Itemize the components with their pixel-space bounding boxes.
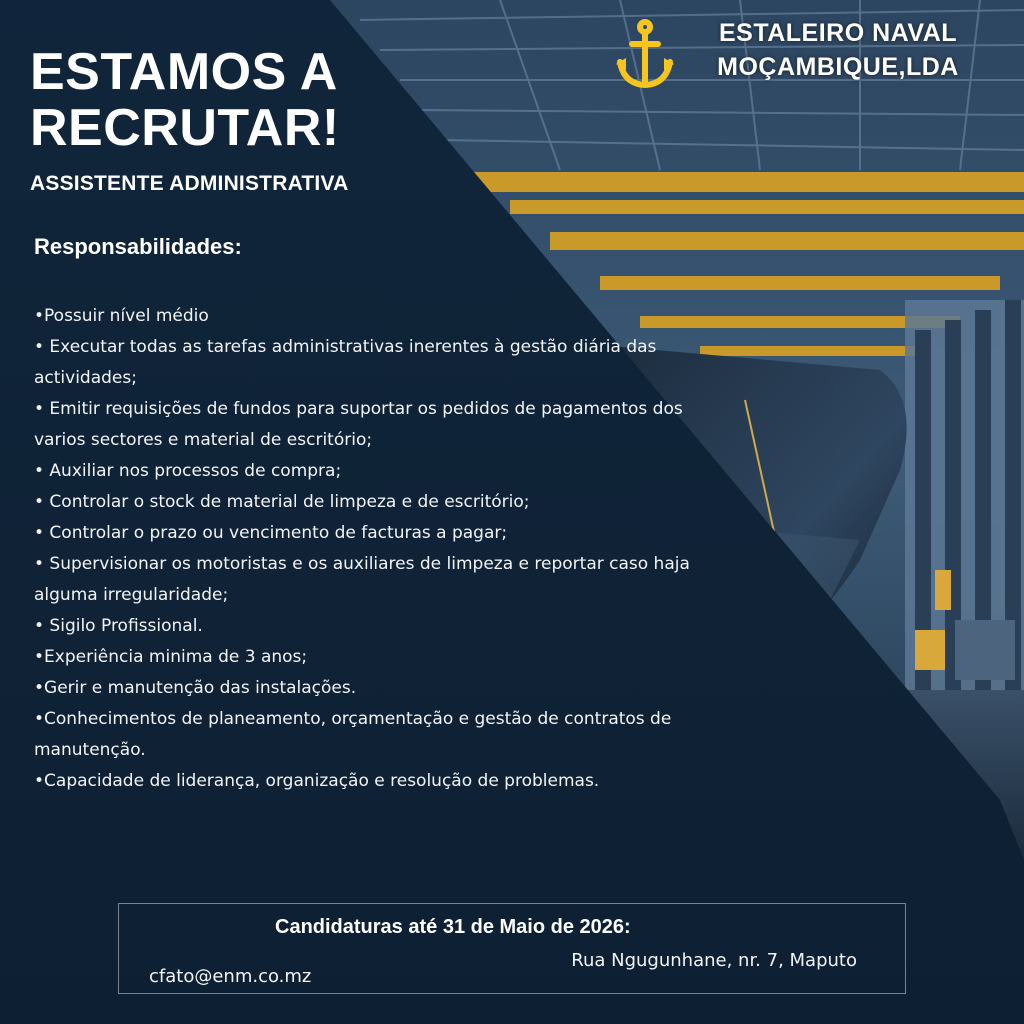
list-item: •Conhecimentos de planeamento, orçamentação e gestão de contratos de manutenção. bbox=[34, 709, 672, 760]
application-info-box bbox=[118, 903, 906, 994]
list-item: •Possuir nível médio bbox=[34, 306, 209, 326]
list-item: • Emitir requisições de fundos para suportar os pedidos de pagamentos dos varios sectores e material de escritório; bbox=[34, 399, 683, 450]
responsibilities-list bbox=[34, 301, 724, 797]
list-item: • Controlar o stock de material de limpeza e de escritório; bbox=[34, 492, 530, 512]
list-item: •Experiência minima de 3 anos; bbox=[34, 647, 308, 667]
list-item: • Controlar o prazo ou vencimento de facturas a pagar; bbox=[34, 523, 508, 543]
application-deadline: Candidaturas até 31 de Maio de 2026: bbox=[275, 916, 631, 938]
headline: ESTAMOS A RECRUTAR! bbox=[30, 43, 340, 157]
list-item: • Sigilo Profissional. bbox=[34, 616, 203, 636]
list-item: • Auxiliar nos processos de compra; bbox=[34, 461, 342, 481]
list-item: • Executar todas as tarefas administrativas inerentes à gestão diária das actividades; bbox=[34, 337, 657, 388]
list-item: •Capacidade de liderança, organização e resolução de problemas. bbox=[34, 771, 600, 791]
list-item: •Gerir e manutenção das instalações. bbox=[34, 678, 357, 698]
company-name: ESTALEIRO NAVAL MOÇAMBIQUE,LDA bbox=[717, 19, 959, 81]
contact-email[interactable]: cfato@enm.co.mz bbox=[149, 966, 312, 987]
company-brand bbox=[614, 16, 994, 96]
company-address: Rua Ngugunhane, nr. 7, Maputo bbox=[571, 950, 857, 971]
list-item: • Supervisionar os motoristas e os auxiliares de limpeza e reportar caso haja alguma irregularidade; bbox=[34, 554, 690, 605]
job-position-title: ASSISTENTE ADMINISTRATIVA bbox=[30, 172, 349, 195]
anchor-icon bbox=[614, 18, 676, 97]
responsibilities-title: Responsabilidades: bbox=[34, 234, 242, 259]
